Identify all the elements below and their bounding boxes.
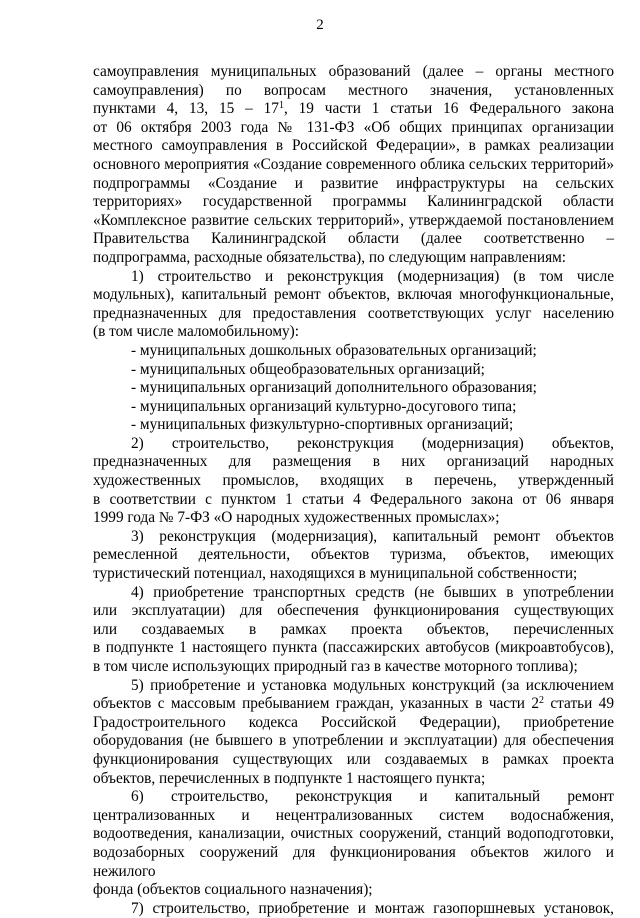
paragraph-line [93,528,614,547]
text-run: 4) приобретение транспортных средств (не бывших в употреблении [131,583,614,601]
paragraph-line [93,212,614,231]
paragraph-line [93,714,614,733]
text-run: «Комплексное развитие сельских территорий», утверждаемой постановлением [93,211,614,229]
paragraph-line [93,565,614,584]
text-run: подпрограмма, расходные обязательства), по следующим направлениям: [93,248,567,266]
text-run: 3) реконструкция (модернизация), капитальный ремонт объектов [131,527,614,545]
paragraph-line [93,453,614,472]
paragraph-line [93,82,614,101]
text-run: 7) строительство, приобретение и монтаж газопоршневых установок, [131,899,614,917]
paragraph-line [93,900,614,918]
paragraph-line [93,881,614,900]
text-run: 5) приобретение и установка модульных конструкций (за исключением [131,676,614,694]
text-run: предназначенных для размещения в них организаций народных [93,453,614,471]
text-run: - муниципальных дошкольных образовательных организаций; [131,341,537,359]
paragraph-line [93,491,614,510]
text-run: подпрограммы «Создание и развитие инфраструктуры на сельских [93,174,614,192]
text-run: - муниципальных физкультурно-спортивных организаций; [131,416,514,434]
paragraph-line [93,137,614,156]
text-run: 2) строительство, реконструкция (модернизация) объектов, [131,434,614,452]
paragraph-line [93,175,614,194]
text-run: или эксплуатации) для обеспечения функционирования существующих [93,602,614,620]
text-run: местного самоуправления в Российской Федерации», в рамках реализации [93,137,614,155]
paragraph-line [93,807,614,826]
page-number: 2 [316,17,324,33]
text-run: туристический потенциал, находящихся в муниципальной собственности; [93,565,578,583]
document-body [93,63,614,918]
paragraph-line [93,658,614,677]
text-run: водоотведения, канализации, очистных сооружений, станций водоподготовки, [93,825,614,843]
text-run: функционирования существующих или создаваемых в рамках проекта [93,750,614,768]
paragraph-line [93,156,614,175]
text-run: централизованных и нецентрализованных систем водоснабжения, [93,806,614,824]
paragraph-line [93,342,614,361]
paragraph-line [93,509,614,528]
text-run: фонда (объектов социального назначения); [93,881,373,899]
paragraph-line [93,361,614,380]
footnote-superscript: 2 [539,695,544,707]
text-run: статьи 49 [544,695,614,713]
paragraph-line [93,844,614,881]
paragraph-line [93,323,614,342]
text-run: предназначенных для предоставления соответствующих услуг населению [93,304,614,322]
text-run: оборудования (не бывшего в употреблении и эксплуатации) для обеспечения [93,732,614,750]
paragraph-line [93,584,614,603]
text-run: - муниципальных общеобразовательных организаций; [131,360,485,378]
text-run: самоуправления) по вопросам местного значения, установленных [93,81,614,99]
paragraph-line [93,305,614,324]
paragraph-line [93,472,614,491]
footnote-superscript: 1 [278,100,284,112]
text-run: - муниципальных организаций культурно-досугового типа; [131,397,517,415]
text-run: территориях» государственной программы Калининградской области [93,193,614,211]
paragraph-line [93,639,614,658]
text-run: модульных), капитальный ремонт объектов, включая многофункциональные, [93,286,614,304]
paragraph-line [93,286,614,305]
text-run: художественных промыслов, входящих в перечень, утвержденный [93,472,614,490]
paragraph-line [93,100,614,119]
paragraph-line [93,249,614,268]
paragraph-line [93,379,614,398]
paragraph-line [93,63,614,82]
paragraph-line [93,677,614,696]
paragraph-line [93,416,614,435]
paragraph-line [93,695,614,714]
paragraph-line [93,732,614,751]
paragraph-line [93,770,614,789]
text-run: от 06 октября 2003 года № 131-ФЗ «Об общих принципах организации [93,118,614,136]
paragraph-line [93,825,614,844]
text-run: в соответствии с пунктом 1 статьи 4 Федерального закона от 06 января [93,490,614,508]
text-run: (в том числе маломобильному): [93,323,300,341]
paragraph-line [93,268,614,287]
text-run: 1999 года № 7-ФЗ «О народных художественных промыслах»; [93,509,500,527]
text-run: объектов с массовым пребыванием граждан, указанных в части 2 [93,695,539,713]
text-run: - муниципальных организаций дополнительного образования; [131,379,537,397]
text-run: Правительства Калининградской области (далее соответственно – [93,230,614,248]
paragraph-line [93,398,614,417]
paragraph-line [93,435,614,454]
text-run: объектов, перечисленных в подпункте 1 настоящего пункта; [93,769,486,787]
paragraph-line [93,788,614,807]
text-run: в том числе использующих природный газ в качестве моторного топлива); [93,658,578,675]
text-run: ремесленной деятельности, объектов туризма, объектов, имеющих [93,546,614,564]
paragraph-line [93,119,614,138]
text-run: основного мероприятия «Создание современного облика сельских территорий» [93,155,614,173]
text-run: Градостроительного кодекса Российской Федерации), приобретение [93,713,614,731]
paragraph-line [93,621,614,640]
text-run: или создаваемых в рамках проекта объектов, перечисленных [93,620,614,638]
text-run: 1) строительство и реконструкция (модернизация) (в том числе [131,267,614,285]
paragraph-line [93,602,614,621]
paragraph-line [93,751,614,770]
paragraph-line [93,230,614,249]
paragraph-line [93,193,614,212]
text-run: пунктами 4, 13, 15 – 17 [93,100,279,118]
text-run: водозаборных сооружений для функционирования объектов жилого и нежилого [93,843,614,880]
text-run: самоуправления муниципальных образований (далее – органы местного [93,63,614,80]
text-run: , 19 части 1 статьи 16 Федерального закона [283,100,614,118]
text-run: 6) строительство, реконструкция и капитальный ремонт [131,788,614,806]
text-run: в подпункте 1 настоящего пункта (пассажирских автобусов (микроавтобусов), [93,639,614,657]
paragraph-line [93,546,614,565]
